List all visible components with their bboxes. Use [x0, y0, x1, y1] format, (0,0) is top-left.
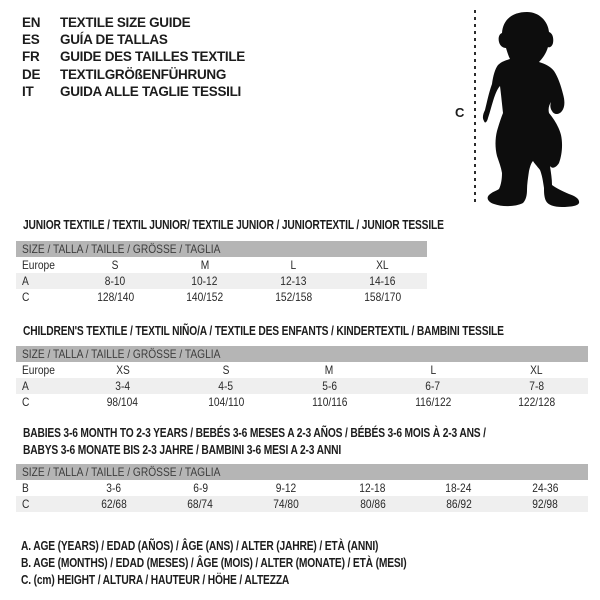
cell-text: 12-13: [280, 274, 307, 288]
size-cell: [278, 362, 381, 378]
table-row-height: [16, 289, 427, 305]
size-cell: [71, 496, 157, 512]
language-label: TEXTILGRÖßENFÜHRUNG: [60, 66, 227, 82]
size-cell: [329, 496, 415, 512]
size-cell: [338, 257, 427, 273]
size-cell: [71, 273, 160, 289]
cell-text: 14-16: [369, 274, 396, 288]
size-cell: [338, 273, 427, 289]
table-row-age-months: [16, 480, 588, 496]
children-table-title: CHILDREN'S TEXTILE / TEXTIL NIÑO/A / TEXTILE DES ENFANTS / KINDERTEXTIL / BAMBINI TESSILE: [23, 324, 504, 338]
size-cell: [160, 257, 249, 273]
size-cell: [502, 480, 588, 496]
cell-text: 3-6: [106, 481, 122, 495]
language-code: FR: [22, 49, 40, 65]
size-cell: [71, 394, 174, 410]
language-row-it: [22, 83, 245, 100]
size-cell: [174, 378, 277, 394]
row-label: [16, 480, 71, 496]
size-cell: [249, 273, 338, 289]
size-cell: [249, 289, 338, 305]
row-label-text: B: [22, 481, 29, 495]
size-header-bar: [16, 241, 427, 257]
size-cell: [502, 496, 588, 512]
size-cell: [381, 362, 484, 378]
language-label: TEXTILE SIZE GUIDE: [60, 15, 191, 30]
size-cell: [338, 289, 427, 305]
size-cell: [381, 394, 484, 410]
babies-table-title-line1: BABIES 3-6 MONTH TO 2-3 YEARS / BEBÉS 3-6 MESES A 2-3 AÑOS / BÉBÉS 3-6 MOIS À 2-3 ANS /: [23, 426, 486, 440]
cell-text: 24-36: [531, 481, 558, 495]
table-row-europe: [16, 257, 427, 273]
cell-text: 68/74: [187, 497, 213, 511]
cell-text: 110/116: [311, 395, 348, 409]
junior-size-table: [16, 241, 427, 305]
size-header-row: [16, 346, 588, 362]
language-label: GUIDA ALLE TAGLIE TESSILI: [60, 83, 241, 99]
size-header-row: [16, 241, 427, 257]
size-cell: [71, 378, 174, 394]
size-cell: [160, 273, 249, 289]
legend-line-a: A. AGE (YEARS) / EDAD (AÑOS) / ÂGE (ANS) / ALTER (JAHRE) / ETÀ (ANNI): [21, 539, 379, 553]
language-header: [22, 14, 245, 100]
size-cell: [278, 378, 381, 394]
cell-text: 128/140: [97, 290, 134, 304]
size-header-text: SIZE / TALLA / TAILLE / GRÖSSE / TAGLIA: [22, 242, 221, 256]
legend-line-b: B. AGE (MONTHS) / EDAD (MESES) / ÂGE (MOIS) / ALTER (MONATE) / ETÀ (MESI): [21, 556, 407, 570]
row-label-text: C: [22, 497, 30, 511]
height-measure-label: C: [455, 105, 465, 120]
table-row-age: [16, 273, 427, 289]
table-row-europe: [16, 362, 588, 378]
size-cell: [71, 480, 157, 496]
size-cell: [174, 362, 277, 378]
row-label: [16, 273, 71, 289]
row-label: [16, 289, 71, 305]
cell-text: 7-8: [528, 379, 544, 393]
size-header-text: SIZE / TALLA / TAILLE / GRÖSSE / TAGLIA: [22, 347, 221, 361]
cell-text: 74/80: [273, 497, 300, 511]
row-label-text: Europe: [22, 258, 55, 272]
size-cell: [157, 496, 243, 512]
cell-text: 92/98: [532, 497, 558, 511]
language-row-en: [22, 14, 245, 31]
size-cell: [278, 394, 381, 410]
size-cell: [243, 496, 329, 512]
size-cell: [485, 394, 588, 410]
babies-size-table: [16, 464, 588, 512]
cell-text: 6-9: [192, 481, 208, 495]
cell-text: 86/92: [445, 497, 472, 511]
cell-text: 152/158: [275, 290, 312, 304]
cell-text: 5-6: [322, 379, 337, 393]
cell-text: 4-5: [218, 379, 234, 393]
cell-text: L: [290, 258, 297, 272]
language-row-es: [22, 31, 245, 48]
cell-text: 104/110: [208, 395, 245, 409]
toddler-silhouette-image: [482, 2, 598, 212]
size-cell: [485, 362, 588, 378]
size-cell: [416, 496, 502, 512]
cell-text: 6-7: [425, 379, 441, 393]
cell-text: 98/104: [107, 395, 139, 409]
language-row-fr: [22, 48, 245, 65]
language-label: GUÍA DE TALLAS: [60, 32, 168, 48]
language-code: IT: [22, 83, 34, 99]
language-label: GUIDE DES TAILLES TEXTILE: [60, 49, 246, 65]
cell-text: L: [430, 363, 436, 377]
cell-text: 158/170: [364, 290, 401, 304]
cell-text: 62/68: [101, 497, 127, 511]
height-measure-dashed-line: [474, 10, 476, 206]
cell-text: 12-18: [359, 481, 386, 495]
size-cell: [249, 257, 338, 273]
row-label: [16, 496, 71, 512]
babies-table-title-line2: BABYS 3-6 MONATE BIS 2-3 JAHRE / BAMBINI 3-6 MESI A 2-3 ANNI: [23, 443, 342, 457]
row-label: [16, 394, 71, 410]
size-cell: [329, 480, 415, 496]
cell-text: 3-4: [115, 379, 131, 393]
table-row-height: [16, 496, 588, 512]
row-label: [16, 378, 71, 394]
row-label-text: A: [22, 274, 29, 288]
cell-text: XL: [376, 258, 389, 272]
size-header-row: [16, 464, 588, 480]
size-cell: [71, 362, 174, 378]
size-cell: [485, 378, 588, 394]
size-cell: [160, 289, 249, 305]
size-cell: [71, 289, 160, 305]
table-row-height: [16, 394, 588, 410]
cell-text: M: [325, 363, 334, 377]
language-code: EN: [22, 15, 41, 30]
junior-table-title: JUNIOR TEXTILE / TEXTIL JUNIOR/ TEXTILE JUNIOR / JUNIORTEXTIL / JUNIOR TESSILE: [23, 218, 444, 232]
size-cell: [381, 378, 484, 394]
cell-text: 80/86: [359, 497, 386, 511]
language-code: ES: [22, 32, 40, 48]
children-size-table: [16, 346, 588, 410]
cell-text: 9-12: [276, 481, 297, 495]
cell-text: XS: [115, 363, 130, 377]
row-label: [16, 362, 71, 378]
row-label-text: A: [22, 379, 29, 393]
size-cell: [157, 480, 243, 496]
cell-text: 140/152: [186, 290, 223, 304]
cell-text: 10-12: [191, 274, 218, 288]
cell-text: 8-10: [105, 274, 126, 288]
cell-text: M: [200, 258, 209, 272]
cell-text: S: [222, 363, 230, 377]
toddler-silhouette-path: [483, 12, 579, 207]
language-code: DE: [22, 66, 41, 82]
size-cell: [243, 480, 329, 496]
row-label: [16, 257, 71, 273]
size-header-bar: [16, 464, 588, 480]
size-cell: [71, 257, 160, 273]
cell-text: 122/128: [517, 395, 555, 409]
table-row-age: [16, 378, 588, 394]
row-label-text: C: [22, 395, 30, 409]
row-label-text: Europe: [22, 363, 55, 377]
size-cell: [416, 480, 502, 496]
size-cell: [174, 394, 277, 410]
size-header-text: SIZE / TALLA / TAILLE / GRÖSSE / TAGLIA: [22, 465, 221, 479]
cell-text: XL: [530, 363, 543, 377]
language-row-de: [22, 66, 245, 83]
cell-text: 116/122: [414, 395, 451, 409]
size-header-bar: [16, 346, 588, 362]
cell-text: S: [112, 258, 119, 272]
cell-text: 18-24: [445, 481, 472, 495]
row-label-text: C: [22, 290, 30, 304]
legend-line-c: C. (cm) HEIGHT / ALTURA / HAUTEUR / HÖHE / ALTEZZA: [21, 573, 290, 587]
